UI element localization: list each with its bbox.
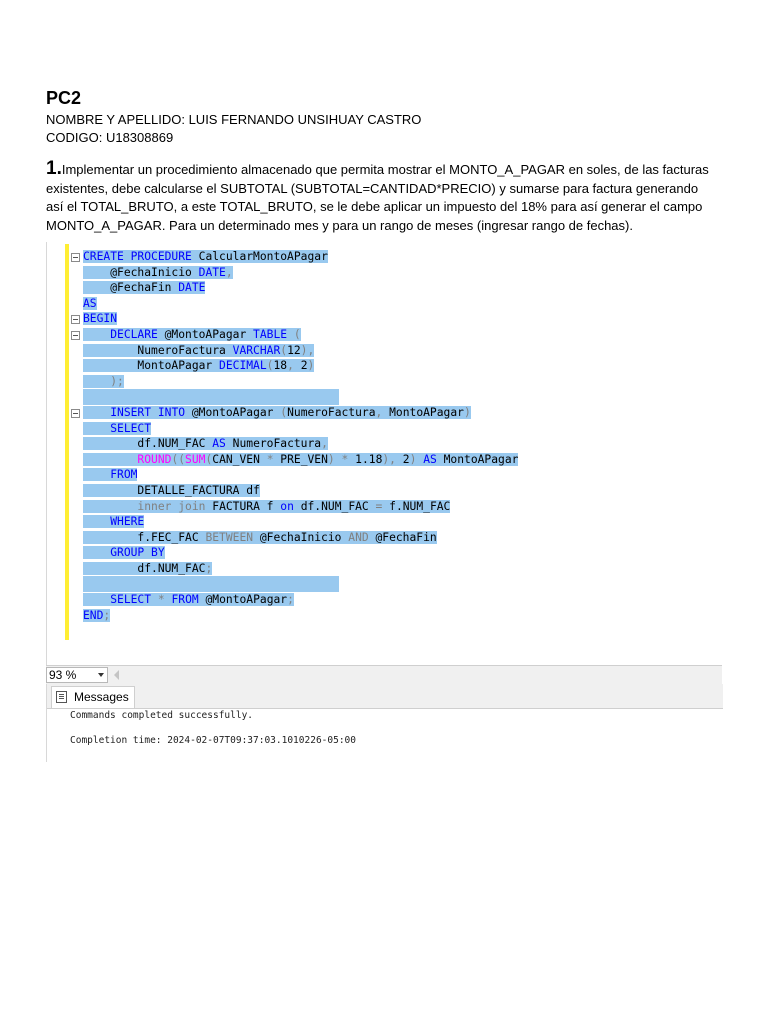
selected-code [83,593,294,606]
selected-code [83,344,314,357]
code-token: 2 [395,452,410,466]
code-token: f.FEC_FAC [137,530,206,544]
student-code: CODIGO: U18308869 [46,130,174,145]
selected-code [83,484,260,497]
indent [83,406,110,419]
code-line[interactable] [83,280,518,296]
message-line: Commands completed successfully. [70,710,254,721]
code-token: ) [409,452,417,466]
code-token [124,250,131,263]
collapse-icon[interactable] [71,331,80,340]
code-token: ), [300,343,315,357]
student-name: NOMBRE Y APELLIDO: LUIS FERNANDO UNSIHUAY CASTRO [46,112,422,127]
code-token: ; [205,561,213,575]
code-token: ) [463,405,471,419]
code-token: DETALLE_FACTURA df [137,483,260,497]
code-line[interactable] [83,327,518,343]
code-token: = [375,499,383,513]
code-token: SELECT [110,421,152,435]
tab-messages[interactable] [51,686,135,708]
question-number: 1. [46,158,62,179]
collapse-icon[interactable] [71,409,80,418]
code-token: WHERE [110,515,145,529]
code-token: 18 [273,359,288,373]
code-token: TABLE [253,327,288,341]
code-line[interactable] [83,530,518,546]
code-token: df.NUM_FAC [137,561,206,575]
sql-code[interactable] [83,249,518,623]
selected-code [83,468,137,481]
code-token: FROM [171,593,199,607]
code-token: (( [171,452,186,466]
indent [83,422,110,435]
code-token: @MontoAPagar [157,327,254,341]
code-token: 12 [287,343,301,357]
selected-code [83,437,328,450]
selected-code [83,406,471,419]
selected-code [83,312,117,325]
selected-code [83,389,339,405]
code-line[interactable] [83,592,518,608]
code-line[interactable] [83,499,518,515]
document-title: PC2 [46,88,82,108]
code-token: * [157,593,165,607]
selected-code [83,422,151,435]
code-token: NumeroFactura [137,343,233,357]
indent [83,531,137,544]
selected-code [83,250,328,263]
code-token: BEGIN [83,312,118,326]
code-token: MontoAPagar [382,405,464,419]
code-token: SUM [185,452,206,466]
message-line: Completion time: 2024-02-07T09:37:03.1010226-05:00 [70,735,356,746]
indent [83,281,110,294]
indent [83,359,137,372]
selected-code [83,609,110,622]
messages-pane [46,684,723,762]
collapse-icon[interactable] [71,315,80,324]
code-token: 2 [293,359,308,373]
code-line[interactable] [83,265,518,281]
code-line[interactable] [83,452,518,468]
code-token: AS [423,452,437,466]
code-token: join [178,499,206,513]
code-token: df.NUM_FAC [137,437,213,451]
indent [83,344,137,357]
selected-code [83,500,450,513]
selected-code [83,281,205,294]
code-token: @MontoAPagar [185,405,281,419]
code-token [335,453,342,466]
tab-messages-label: Messages [74,690,129,704]
code-token: * [266,452,274,466]
messages-icon [56,691,67,703]
code-line[interactable] [83,436,518,452]
code-token: ( [280,405,288,419]
code-token: AS [212,437,226,451]
selected-code [83,328,301,341]
results-tabbar [47,684,723,709]
code-token: ( [293,327,301,341]
code-token: , [321,437,328,451]
code-token: 1.18 [348,452,383,466]
code-token: DECIMAL [219,359,267,373]
code-line[interactable] [83,561,518,577]
code-token: , [287,359,294,373]
scroll-left-icon[interactable] [114,670,119,680]
code-token: ; [287,593,294,607]
code-token: NumeroFactura [287,405,376,419]
code-token: df.NUM_FAC [293,499,376,513]
code-token: GROUP [110,546,145,560]
selected-code [83,375,124,388]
code-line[interactable] [83,514,518,530]
code-token: ) [327,452,335,466]
code-token: ; [103,608,111,622]
question-text: Implementar un procedimiento almacenado que permita mostrar el MONTO_A_PAGAR en soles, de las facturas existentes, debe calcularse el SUBTOTAL (SUBTOTAL=CANTIDAD*PRECIO) y sumarse para factura generando así el TOTAL_BRUTO, a este TOTAL_BRUTO, se le debe aplicar un impuesto del 18% para así generar el campo MONTO_A_PAGAR. Para un determinado mes y para un rango de meses (ingresar rango de fechas). [46,162,709,233]
indent [83,515,110,528]
code-line[interactable] [83,483,518,499]
code-token: , [375,405,383,419]
selected-code [83,266,233,279]
code-token: ), [382,452,396,466]
code-token: * [341,452,349,466]
code-line[interactable] [83,374,518,390]
code-token: DECLARE [110,327,158,341]
code-line[interactable] [83,358,518,374]
selected-code [83,576,339,592]
indent [83,266,110,279]
code-token: END [83,608,104,622]
code-token: PRE_VEN [273,452,328,466]
code-token: AS [83,296,97,310]
sql-editor[interactable] [46,242,723,665]
collapse-icon[interactable] [71,253,80,262]
indent [83,500,137,513]
code-token: ( [205,452,213,466]
code-token: MontoAPagar [436,452,519,466]
code-token [287,328,294,341]
code-token: MontoAPagar [137,359,220,373]
code-token: BETWEEN [205,530,254,544]
code-token: CalcularMontoAPagar [191,250,328,263]
code-token: ) [307,359,315,373]
code-token: f.NUM_FAC [382,499,451,513]
code-line[interactable] [83,343,518,359]
code-token: DATE [178,281,206,295]
chevron-down-icon [98,673,104,677]
code-token: NumeroFactura [225,437,322,451]
code-token: AND [348,530,369,544]
code-token [151,406,158,419]
code-token: ( [280,343,288,357]
indent [83,484,137,497]
code-token: @FechaInicio [110,265,199,279]
question-paragraph [46,160,716,235]
selected-code [83,515,144,528]
indent [83,375,110,388]
code-token: CREATE [83,250,124,263]
code-token: inner [137,499,172,513]
indent [83,437,137,450]
code-token: SELECT [110,593,152,607]
code-token: FACTURA f [205,499,281,513]
code-line[interactable] [83,421,518,437]
code-line[interactable] [83,296,518,312]
code-token: CAN_VEN [212,452,267,466]
indent [83,468,110,481]
code-line[interactable] [83,389,518,405]
indent [83,562,137,575]
indent [83,593,110,606]
code-token: INSERT [110,405,152,419]
selected-code [83,453,518,466]
indent [83,328,110,341]
selected-code [83,562,212,575]
code-line[interactable] [83,545,518,561]
code-token: ROUND [137,452,172,466]
code-token: ( [266,359,274,373]
editor-status-bar [46,665,722,684]
code-token: BY [151,546,165,560]
code-token: INTO [157,405,186,419]
code-token: , [225,265,233,279]
code-token: on [280,499,294,513]
code-line[interactable] [83,467,518,483]
code-line[interactable] [83,608,518,624]
zoom-dropdown[interactable] [46,667,108,683]
code-token: @FechaInicio [253,530,349,544]
selected-code [83,359,314,372]
code-token: ); [110,374,124,388]
selected-code [83,297,97,310]
indent [83,453,137,466]
code-token [151,593,158,606]
selected-code [83,531,437,544]
code-token: FROM [110,468,138,482]
code-line[interactable] [83,311,518,327]
code-token: @FechaFin [110,281,179,295]
code-token: @FechaFin [368,530,437,544]
code-token: PROCEDURE [130,250,192,263]
code-token: DATE [198,265,226,279]
code-line[interactable] [83,405,518,421]
zoom-value: 93 % [49,668,77,682]
change-tracking-bar [65,244,69,640]
code-token: VARCHAR [232,343,281,357]
indent [83,546,110,559]
code-line[interactable] [83,249,518,265]
selected-code [83,546,165,559]
code-token: @MontoAPagar [198,593,288,607]
code-line[interactable] [83,576,518,592]
